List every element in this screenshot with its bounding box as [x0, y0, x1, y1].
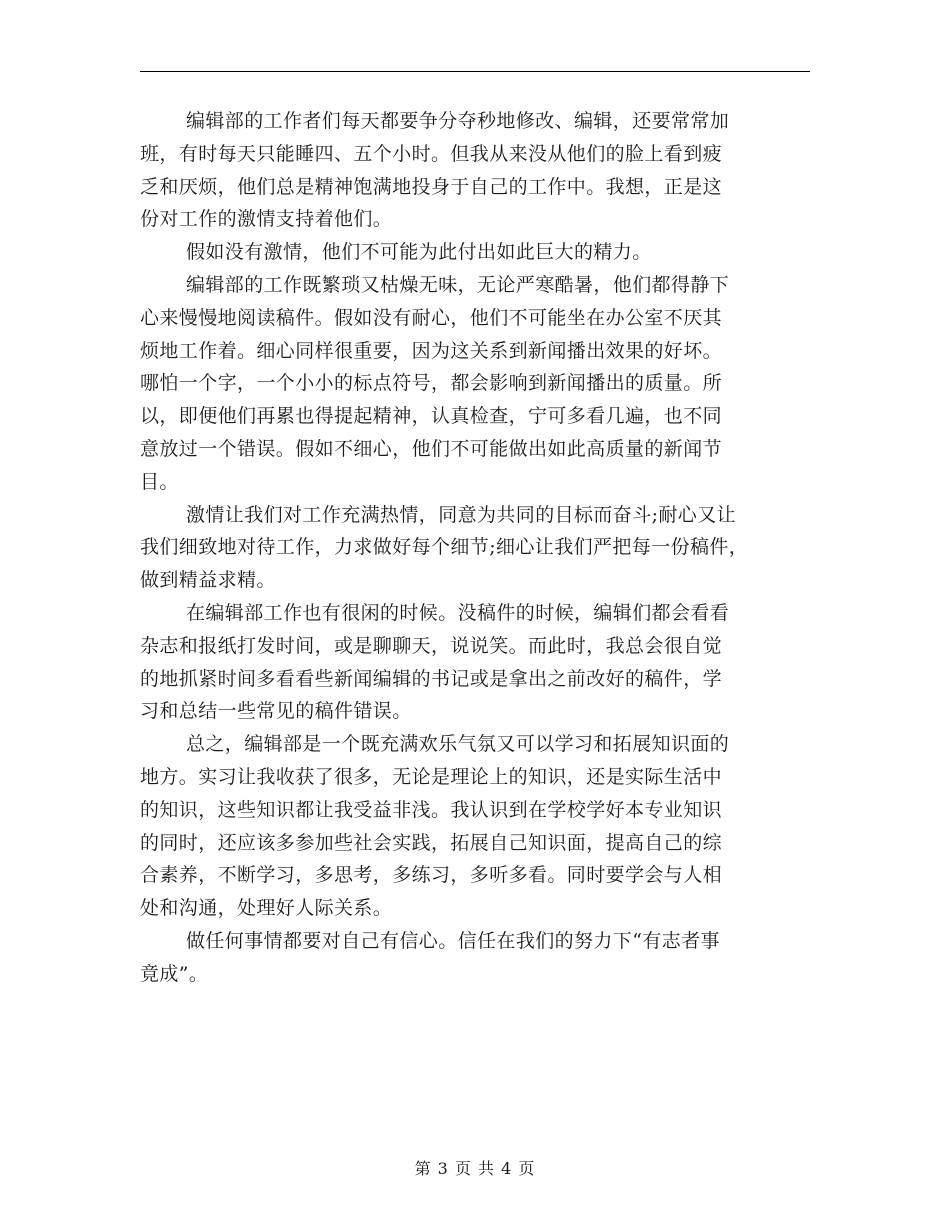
paragraph-line: 竟成”。	[140, 962, 209, 985]
paragraph-line: 激情让我们对工作充满热情，同意为共同的目标而奋斗;耐心又让	[186, 503, 737, 526]
document-body	[140, 105, 830, 991]
paragraph-line: 总之，编辑部是一个既充满欢乐气氛又可以学习和拓展知识面的	[186, 733, 730, 756]
paragraph-line: 以，即便他们再累也得提起精神，认真检查，宁可多看几遍，也不同	[140, 405, 723, 428]
paragraph-line: 地方。实习让我收获了很多，无论是理论上的知识，还是实际生活中	[140, 765, 723, 788]
paragraph-line: 杂志和报纸打发时间，或是聊聊天，说说笑。而此时，我总会很自觉	[140, 634, 723, 657]
paragraph-line: 心来慢慢地阅读稿件。假如没有耐心，他们不可能坐在办公室不厌其	[140, 306, 723, 329]
paragraph-line: 目。	[140, 470, 179, 493]
paragraph-line: 处和沟通，处理好人际关系。	[140, 897, 393, 920]
paragraph-line: 乏和厌烦，他们总是精神饱满地投身于自己的工作中。我想，正是这	[140, 175, 723, 198]
paragraph	[140, 236, 830, 269]
paragraph	[140, 269, 830, 499]
paragraph	[140, 105, 830, 236]
paragraph-line: 习和总结一些常见的稿件错误。	[140, 700, 412, 723]
paragraph	[140, 597, 830, 728]
paragraph-line: 的同时，还应该多参加些社会实践，拓展自己知识面，提高自己的综	[140, 831, 723, 854]
paragraph-line: 哪怕一个字，一个小小的标点符号，都会影响到新闻播出的质量。所	[140, 372, 723, 395]
page-number: 第 3 页 共 4 页	[414, 1159, 536, 1178]
paragraph-line: 意放过一个错误。假如不细心，他们不可能做出如此高质量的新闻节	[140, 437, 723, 460]
paragraph-line: 的知识，这些知识都让我受益非浅。我认识到在学校学好本专业知识	[140, 798, 723, 821]
paragraph	[140, 499, 830, 597]
paragraph-line: 编辑部的工作者们每天都要争分夺秒地修改、编辑，还要常常加	[186, 110, 730, 132]
paragraph-line: 假如没有激情，他们不可能为此付出如此巨大的精力。	[186, 241, 652, 264]
paragraph-line: 我们细致地对待工作，力求做好每个细节;细心让我们严把每一份稿件，	[140, 536, 749, 559]
paragraph-line: 合素养，不断学习，多思考，多练习，多听多看。同时要学会与人相	[140, 864, 723, 887]
paragraph-line: 在编辑部工作也有很闲的时候。没稿件的时候，编辑们都会看看	[186, 601, 730, 624]
paragraph-line: 的地抓紧时间多看看些新闻编辑的书记或是拿出之前改好的稿件，学	[140, 667, 723, 690]
paragraph-line: 做到精益求精。	[140, 569, 276, 592]
paragraph-line: 做任何事情都要对自己有信心。信任在我们的努力下“有志者事	[186, 929, 720, 952]
paragraph-line: 编辑部的工作既繁琐又枯燥无味，无论严寒酷暑，他们都得静下	[186, 273, 730, 296]
paragraph-line: 份对工作的激情支持着他们。	[140, 208, 393, 231]
paragraph	[140, 925, 830, 991]
header-rule	[140, 71, 810, 72]
paragraph-line: 班，有时每天只能睡四、五个小时。但我从来没从他们的脸上看到疲	[140, 142, 723, 165]
paragraph-line: 烦地工作着。细心同样很重要，因为这关系到新闻播出效果的好坏。	[140, 339, 723, 362]
paragraph	[140, 728, 830, 925]
